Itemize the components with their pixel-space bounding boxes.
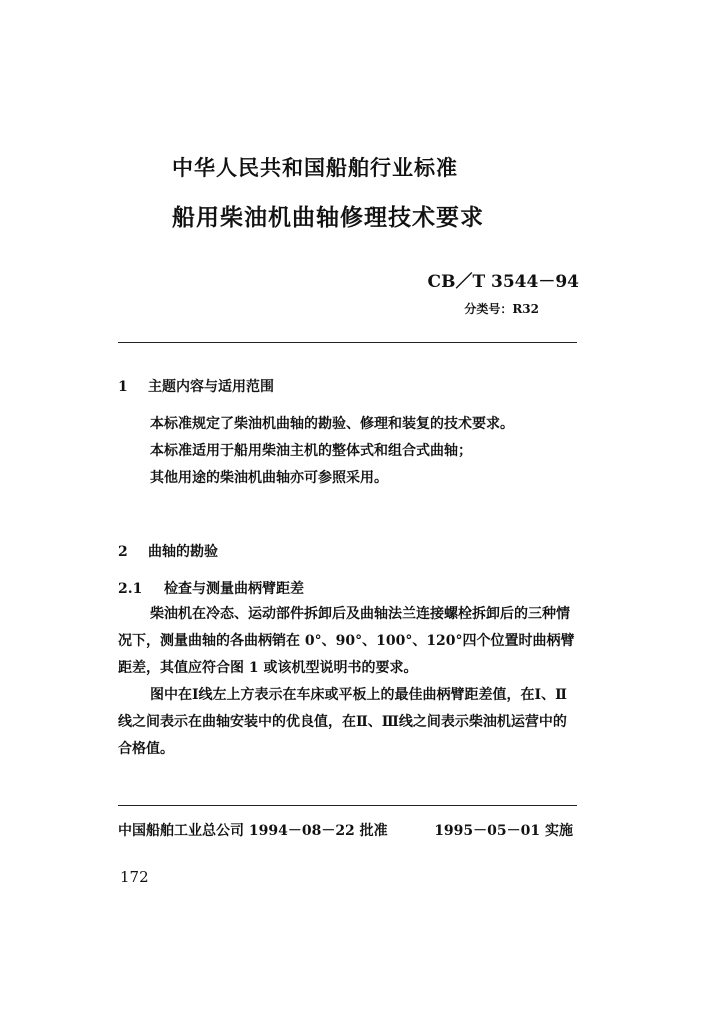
section-title: 主题内容与适用范围	[148, 379, 274, 395]
section-2-1-body	[118, 601, 578, 763]
paragraph: 图中在Ⅰ线左上方表示在车床或平板上的最佳曲柄臂距差值，在Ⅰ、Ⅱ线之间表示在曲轴安装中的优良值，在Ⅱ、Ⅲ线之间表示柴油机运营中的合格值。	[118, 687, 567, 757]
section-1-heading	[118, 376, 274, 396]
paragraph: 本标准适用于船用柴油主机的整体式和组合式曲轴；	[150, 443, 472, 459]
issuing-organization: 中华人民共和国船舶行业标准	[172, 156, 458, 180]
section-1-body	[118, 411, 578, 492]
standard-number: CB／T 3544－94	[427, 272, 579, 292]
bottom-divider	[118, 805, 577, 806]
section-2-heading	[118, 541, 218, 561]
approval-line: 中国船舶工业总公司 1994－08－22 批准	[118, 823, 388, 839]
top-divider	[118, 342, 577, 343]
paragraph: 本标准规定了柴油机曲轴的勘验、修理和装复的技术要求。	[150, 416, 514, 432]
section-title: 曲轴的勘验	[148, 544, 218, 560]
section-number: 1	[118, 379, 128, 395]
section-2-1-heading	[118, 578, 304, 598]
section-title: 检查与测量曲柄臂距差	[164, 581, 304, 597]
implementation-date: 1995－05－01 实施	[434, 823, 573, 839]
paragraph: 其他用途的柴油机曲轴亦可参照采用。	[150, 470, 388, 486]
paragraph: 柴油机在冷态、运动部件拆卸后及曲轴法兰连接螺栓拆卸后的三种情况下，测量曲轴的各曲柄销在 0°、90°、100°、120°四个位置时曲柄臂距差，其值应符合图 1 或该机型说明书的要求。	[118, 606, 575, 676]
classification-code: 分类号：R32	[464, 302, 539, 316]
section-number: 2	[118, 544, 128, 560]
section-number: 2.1	[118, 581, 143, 597]
page-number: 172	[120, 868, 149, 886]
document-title: 船用柴油机曲轴修理技术要求	[172, 205, 484, 231]
